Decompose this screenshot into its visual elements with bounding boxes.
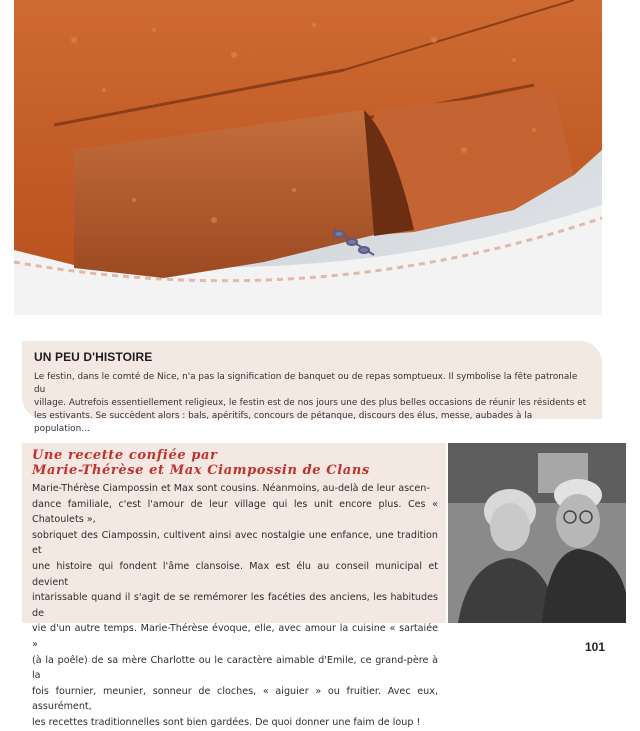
recipe-line: une histoire qui fondent l'âme clansoise. Max est élu au conseil municipal et devient xyxy=(32,560,438,588)
recipe-headline-line: Marie-Thérèse et Max Ciampossin de Clans xyxy=(32,463,370,478)
recipe-headline xyxy=(32,448,438,478)
cake-photo-icon xyxy=(14,0,602,315)
recipe-line: Marie-Thérèse Ciampossin et Max sont cousins. Néanmoins, au-delà de leur ascen- xyxy=(32,483,430,494)
recipe-line: vie d'un autre temps. Marie-Thérèse évoque, elle, avec amour la cuisine « sartaiée » xyxy=(32,623,438,650)
recipe-line: fois fournier, meunier, sonneur de cloches, « aiguier » ou fruitier. Avec eux, assurément, xyxy=(32,685,438,713)
recipe-text xyxy=(32,481,438,731)
page-number: 101 xyxy=(585,640,606,654)
history-box xyxy=(22,341,602,434)
history-line: les estivants. Se succèdent alors : bals, apéritifs, concours de pétanque, discours des élus, messe, aubades à la population… xyxy=(34,411,533,434)
history-text xyxy=(34,371,590,436)
recipe-line: (à la poêle) de sa mère Charlotte ou le caractère aimable d'Emile, ce grand-père à la xyxy=(32,654,438,682)
recipe-line: dance familiale, c'est l'amour de leur village qui les unit encore plus. Ces « Chatoulets », xyxy=(32,498,438,526)
recipe-line: les recettes traditionnelles sont bien gardées. De quoi donner une faim de loup ! xyxy=(32,716,421,728)
history-title: UN PEU D'HISTOIRE xyxy=(34,350,153,364)
history-line: village. Autrefois essentiellement religieux, le festin est de nos jours une des plus belles occasions de réunir les résidents et xyxy=(34,398,587,408)
history-line: Le festin, dans le comté de Nice, n'a pas la signification de banquet ou de repas somptueux. Il symbolise la fête patronale du xyxy=(34,372,578,395)
recipe-line: intarissable quand il s'agit de se remémorer les facéties des anciens, les habitudes de xyxy=(32,592,438,619)
recipe-headline-line: Une recette confiée par xyxy=(32,448,218,463)
couple-photo xyxy=(448,443,626,623)
recipe-box xyxy=(22,443,446,728)
cake-photo xyxy=(14,0,602,315)
recipe-line: sobriquet des Ciampossin, cultivent ainsi avec nostalgie une enfance, une tradition et xyxy=(32,529,438,557)
couple-photo-icon xyxy=(448,443,626,623)
